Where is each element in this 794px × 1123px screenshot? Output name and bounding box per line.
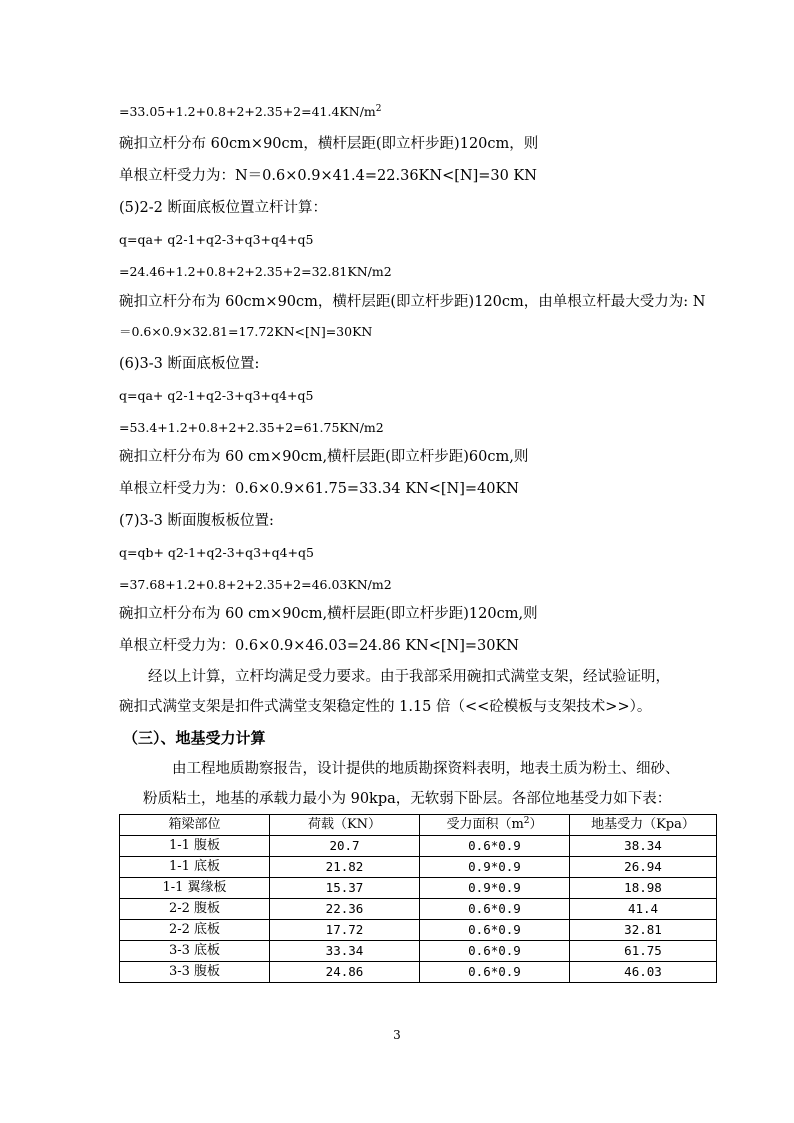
table-cell: 3-3 底板 bbox=[120, 941, 270, 962]
table-row bbox=[120, 857, 717, 878]
table-cell: 2-2 腹板 bbox=[120, 899, 270, 920]
table-cell: 2-2 底板 bbox=[120, 920, 270, 941]
table-row bbox=[120, 899, 717, 920]
table-cell: 0.6*0.9 bbox=[420, 836, 570, 857]
conclusion-line-1: 经以上计算，立杆均满足受力要求。由于我部采用碗扣式满堂支架，经试验证明， bbox=[148, 669, 670, 685]
table-cell: 46.03 bbox=[570, 962, 717, 983]
formula-line-1: $=33.05+1.2+0.8+2+2.35+2=41.4KN/m^2$ bbox=[119, 104, 382, 119]
header-cell: 箱梁部位 bbox=[120, 815, 270, 836]
table-row bbox=[120, 878, 717, 899]
table-cell: 1-1 腹板 bbox=[120, 836, 270, 857]
page-number: 3 bbox=[393, 1028, 401, 1042]
text-line: 碗扣立杆分布 60cm×90cm，横杆层距(即立杆步距)120cm，则 bbox=[119, 136, 539, 152]
table-cell: 18.98 bbox=[570, 878, 717, 899]
table-row bbox=[120, 941, 717, 962]
formula-line: q=qa+ q2-1+q2-3+q3+q4+q5 bbox=[119, 232, 314, 247]
table-cell: 0.9*0.9 bbox=[420, 857, 570, 878]
table-cell: 1-1 翼缘板 bbox=[120, 878, 270, 899]
table-row bbox=[120, 962, 717, 983]
table-cell: 41.4 bbox=[570, 899, 717, 920]
table-header-row bbox=[120, 815, 717, 836]
section-title: (7)3-3 断面腹板板位置: bbox=[119, 513, 274, 529]
table-cell: 33.34 bbox=[270, 941, 420, 962]
table-cell: 20.7 bbox=[270, 836, 420, 857]
table-cell: 24.86 bbox=[270, 962, 420, 983]
table-cell: 26.94 bbox=[570, 857, 717, 878]
header-cell: 受力面积$(m^2)$ bbox=[420, 815, 570, 836]
table-cell: 32.81 bbox=[570, 920, 717, 941]
table-cell: 22.36 bbox=[270, 899, 420, 920]
table-cell: 38.34 bbox=[570, 836, 717, 857]
formula-line: =24.46+1.2+0.8+2+2.35+2=32.81KN/m2 bbox=[119, 264, 392, 279]
table-cell: 0.6*0.9 bbox=[420, 920, 570, 941]
foundation-load-table bbox=[119, 814, 717, 983]
paragraph-line-1: 由工程地质勘察报告，设计提供的地质勘探资料表明，地表土质为粉土、细砂、 bbox=[172, 761, 680, 777]
table-cell: 15.37 bbox=[270, 878, 420, 899]
formula-line: ＝0.6×0.9×32.81=17.72KN<[N]=30KN bbox=[119, 324, 373, 339]
text-line: 碗扣立杆分布为 60cm×90cm，横杆层距(即立杆步距)120cm，由单根立杆最大受力为: N bbox=[119, 294, 706, 310]
table-cell: 0.6*0.9 bbox=[420, 962, 570, 983]
formula-line: q=qb+ q2-1+q2-3+q3+q4+q5 bbox=[119, 545, 314, 560]
table-cell: 0.6*0.9 bbox=[420, 899, 570, 920]
table-cell: 3-3 腹板 bbox=[120, 962, 270, 983]
text-line: 单根立杆受力为：0.6×0.9×46.03=24.86 KN<[N]=30KN bbox=[119, 638, 519, 654]
table-row bbox=[120, 920, 717, 941]
formula-line: =53.4+1.2+0.8+2+2.35+2=61.75KN/m2 bbox=[119, 420, 384, 435]
table-cell: 0.6*0.9 bbox=[420, 941, 570, 962]
text-line: 碗扣立杆分布为 60 cm×90cm,横杆层距(即立杆步距)60cm,则 bbox=[119, 449, 529, 465]
paragraph-line-2: 粉质粘土，地基的承载力最小为 90kpa，无软弱下卧层。各部位地基受力如下表： bbox=[143, 791, 672, 807]
table-cell: 17.72 bbox=[270, 920, 420, 941]
section-heading: （三）、地基受力计算 bbox=[123, 729, 266, 747]
section-title: (5)2-2 断面底板位置立杆计算： bbox=[119, 200, 327, 216]
table-row bbox=[120, 836, 717, 857]
text-line: 单根立杆受力为：N＝0.6×0.9×41.4=22.36KN<[N]=30 KN bbox=[119, 168, 537, 184]
conclusion-line-2: 碗扣式满堂支架是扣件式满堂支架稳定性的 1.15 倍（<<砼模板与支架技术>>）。 bbox=[119, 699, 652, 715]
header-cell: 地基受力（Kpa） bbox=[570, 815, 717, 836]
table-cell: 21.82 bbox=[270, 857, 420, 878]
table-cell: 0.9*0.9 bbox=[420, 878, 570, 899]
text-line: 单根立杆受力为：0.6×0.9×61.75=33.34 KN<[N]=40KN bbox=[119, 481, 519, 497]
table-cell: 1-1 底板 bbox=[120, 857, 270, 878]
formula-line: q=qa+ q2-1+q2-3+q3+q4+q5 bbox=[119, 388, 314, 403]
header-cell: 荷载（KN） bbox=[270, 815, 420, 836]
formula-line: =37.68+1.2+0.8+2+2.35+2=46.03KN/m2 bbox=[119, 577, 392, 592]
section-title: (6)3-3 断面底板位置: bbox=[119, 356, 260, 372]
table-cell: 61.75 bbox=[570, 941, 717, 962]
text-line: 碗扣立杆分布为 60 cm×90cm,横杆层距(即立杆步距)120cm,则 bbox=[119, 606, 538, 622]
